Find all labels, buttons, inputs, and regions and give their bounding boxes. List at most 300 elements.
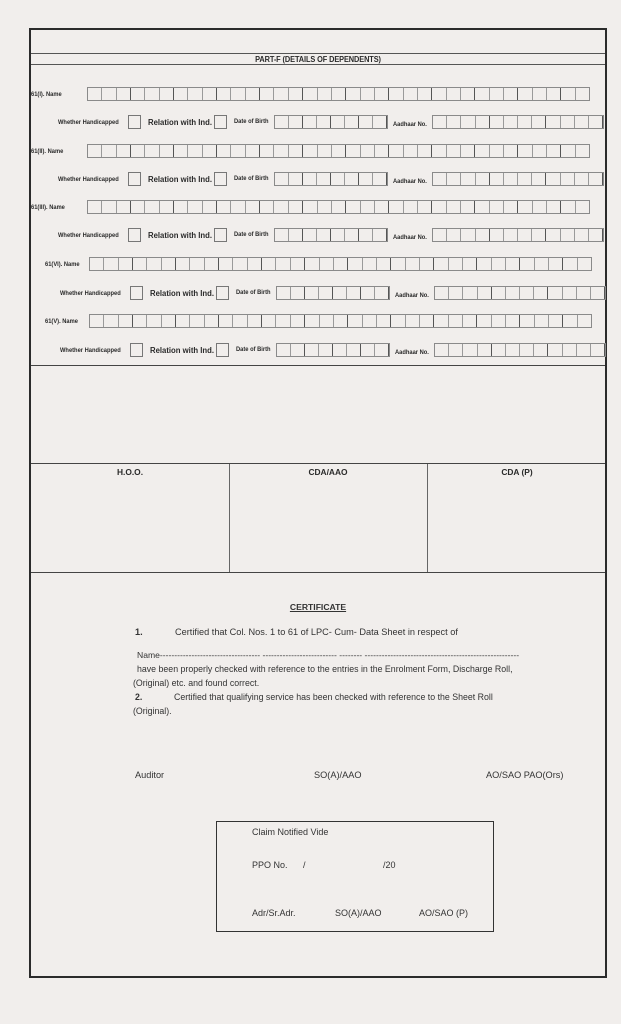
- dob-field-cell[interactable]: [277, 344, 291, 356]
- dependent-name-field-cell[interactable]: [231, 88, 245, 100]
- dependent-name-field-cell[interactable]: [303, 145, 317, 157]
- aadhaar-field-cell[interactable]: [490, 116, 504, 128]
- aadhaar-field-cell[interactable]: [589, 116, 603, 128]
- relation-checkbox[interactable]: [214, 172, 227, 186]
- dependent-name-field-cell[interactable]: [289, 88, 303, 100]
- aadhaar-field-cell[interactable]: [534, 344, 548, 356]
- handicapped-checkbox[interactable]: [128, 228, 141, 242]
- aadhaar-field-cell[interactable]: [575, 173, 589, 185]
- dependent-name-field-cell[interactable]: [246, 88, 260, 100]
- dependent-name-field-cell[interactable]: [561, 145, 575, 157]
- dependent-name-field-cell[interactable]: [506, 258, 520, 270]
- dependent-name-field-cell[interactable]: [88, 145, 102, 157]
- dependent-name-field-cell[interactable]: [102, 201, 116, 213]
- dependent-name-field-cell[interactable]: [303, 201, 317, 213]
- dependent-name-field-cell[interactable]: [160, 201, 174, 213]
- aadhaar-field-cell[interactable]: [447, 116, 461, 128]
- dob-field-cell[interactable]: [331, 116, 345, 128]
- dependent-name-field-cell[interactable]: [332, 88, 346, 100]
- dependent-name-field-cell[interactable]: [432, 201, 446, 213]
- dependent-name-field-cell[interactable]: [217, 88, 231, 100]
- dependent-name-field-cell[interactable]: [203, 88, 217, 100]
- dependent-name-field-cell[interactable]: [576, 88, 589, 100]
- aadhaar-field-cell[interactable]: [548, 287, 562, 299]
- dependent-name-field-cell[interactable]: [432, 145, 446, 157]
- dependent-name-field-cell[interactable]: [447, 201, 461, 213]
- dob-field-cell[interactable]: [359, 116, 373, 128]
- dependent-name-field-cell[interactable]: [260, 145, 274, 157]
- dob-field-cell[interactable]: [375, 344, 389, 356]
- dependent-name-field-cell[interactable]: [434, 258, 448, 270]
- dependent-name-field-cell[interactable]: [205, 315, 219, 327]
- handicapped-checkbox[interactable]: [128, 172, 141, 186]
- handicapped-checkbox[interactable]: [128, 115, 141, 129]
- aadhaar-field[interactable]: [432, 172, 604, 186]
- dependent-name-field-cell[interactable]: [547, 145, 561, 157]
- dob-field-cell[interactable]: [333, 287, 347, 299]
- aadhaar-field-cell[interactable]: [435, 287, 449, 299]
- aadhaar-field-cell[interactable]: [577, 287, 591, 299]
- dependent-name-field-cell[interactable]: [174, 145, 188, 157]
- dependent-name-field-cell[interactable]: [461, 88, 475, 100]
- relation-checkbox[interactable]: [216, 286, 229, 300]
- dependent-name-field-cell[interactable]: [475, 145, 489, 157]
- dependent-name-field-cell[interactable]: [475, 88, 489, 100]
- dependent-name-field-cell[interactable]: [434, 315, 448, 327]
- dependent-name-field-cell[interactable]: [160, 88, 174, 100]
- dependent-name-field-cell[interactable]: [561, 201, 575, 213]
- aadhaar-field-cell[interactable]: [490, 229, 504, 241]
- dependent-name-field-cell[interactable]: [535, 258, 549, 270]
- dependent-name-field-cell[interactable]: [260, 88, 274, 100]
- dependent-name-field-cell[interactable]: [162, 258, 176, 270]
- dependent-name-field-cell[interactable]: [291, 258, 305, 270]
- dob-field-cell[interactable]: [361, 287, 375, 299]
- dependent-name-field-cell[interactable]: [463, 258, 477, 270]
- dependent-name-field-cell[interactable]: [334, 258, 348, 270]
- dob-field-cell[interactable]: [359, 229, 373, 241]
- dependent-name-field[interactable]: [89, 257, 592, 271]
- dob-field-cell[interactable]: [275, 229, 289, 241]
- dob-field[interactable]: [276, 343, 390, 357]
- dependent-name-field[interactable]: [87, 200, 590, 214]
- aadhaar-field-cell[interactable]: [589, 173, 603, 185]
- dependent-name-field-cell[interactable]: [289, 145, 303, 157]
- dob-field-cell[interactable]: [305, 344, 319, 356]
- dependent-name-field-cell[interactable]: [420, 315, 434, 327]
- dependent-name-field-cell[interactable]: [174, 88, 188, 100]
- dependent-name-field-cell[interactable]: [389, 88, 403, 100]
- dob-field-cell[interactable]: [303, 173, 317, 185]
- dependent-name-field-cell[interactable]: [506, 315, 520, 327]
- dob-field-cell[interactable]: [289, 229, 303, 241]
- dependent-name-field-cell[interactable]: [504, 145, 518, 157]
- relation-checkbox[interactable]: [214, 228, 227, 242]
- dob-field-cell[interactable]: [289, 173, 303, 185]
- dependent-name-field-cell[interactable]: [320, 315, 334, 327]
- dependent-name-field-cell[interactable]: [461, 201, 475, 213]
- aadhaar-field-cell[interactable]: [504, 173, 518, 185]
- dependent-name-field-cell[interactable]: [418, 88, 432, 100]
- dependent-name-field-cell[interactable]: [318, 201, 332, 213]
- dob-field-cell[interactable]: [291, 287, 305, 299]
- dependent-name-field-cell[interactable]: [117, 88, 131, 100]
- aadhaar-field-cell[interactable]: [577, 344, 591, 356]
- dependent-name-field[interactable]: [89, 314, 592, 328]
- dependent-name-field-cell[interactable]: [188, 145, 202, 157]
- dependent-name-field-cell[interactable]: [377, 258, 391, 270]
- aadhaar-field-cell[interactable]: [447, 173, 461, 185]
- dependent-name-field-cell[interactable]: [363, 258, 377, 270]
- dependent-name-field-cell[interactable]: [305, 258, 319, 270]
- dob-field-cell[interactable]: [373, 173, 387, 185]
- dependent-name-field-cell[interactable]: [375, 145, 389, 157]
- dependent-name-field-cell[interactable]: [547, 201, 561, 213]
- dob-field-cell[interactable]: [303, 229, 317, 241]
- aadhaar-field-cell[interactable]: [518, 229, 532, 241]
- dependent-name-field-cell[interactable]: [104, 258, 118, 270]
- dob-field[interactable]: [276, 286, 390, 300]
- aadhaar-field[interactable]: [432, 115, 604, 129]
- dependent-name-field-cell[interactable]: [447, 88, 461, 100]
- dob-field-cell[interactable]: [317, 229, 331, 241]
- dependent-name-field-cell[interactable]: [233, 315, 247, 327]
- dob-field-cell[interactable]: [347, 287, 361, 299]
- aadhaar-field[interactable]: [434, 286, 606, 300]
- aadhaar-field-cell[interactable]: [506, 287, 520, 299]
- relation-checkbox[interactable]: [216, 343, 229, 357]
- dob-field-cell[interactable]: [303, 116, 317, 128]
- aadhaar-field[interactable]: [434, 343, 606, 357]
- dependent-name-field-cell[interactable]: [188, 88, 202, 100]
- dependent-name-field-cell[interactable]: [463, 315, 477, 327]
- aadhaar-field-cell[interactable]: [563, 287, 577, 299]
- dob-field-cell[interactable]: [331, 173, 345, 185]
- dob-field-cell[interactable]: [345, 116, 359, 128]
- aadhaar-field-cell[interactable]: [449, 287, 463, 299]
- dependent-name-field-cell[interactable]: [391, 315, 405, 327]
- aadhaar-field-cell[interactable]: [433, 116, 447, 128]
- aadhaar-field-cell[interactable]: [532, 229, 546, 241]
- dob-field[interactable]: [274, 115, 388, 129]
- aadhaar-field-cell[interactable]: [520, 344, 534, 356]
- dependent-name-field-cell[interactable]: [518, 88, 532, 100]
- aadhaar-field-cell[interactable]: [575, 229, 589, 241]
- dependent-name-field-cell[interactable]: [188, 201, 202, 213]
- dependent-name-field-cell[interactable]: [420, 258, 434, 270]
- dependent-name-field-cell[interactable]: [131, 88, 145, 100]
- dependent-name-field-cell[interactable]: [174, 201, 188, 213]
- dependent-name-field-cell[interactable]: [318, 88, 332, 100]
- dependent-name-field-cell[interactable]: [160, 145, 174, 157]
- dob-field-cell[interactable]: [361, 344, 375, 356]
- dependent-name-field-cell[interactable]: [375, 201, 389, 213]
- aadhaar-field-cell[interactable]: [463, 344, 477, 356]
- dependent-name-field-cell[interactable]: [88, 88, 102, 100]
- dependent-name-field-cell[interactable]: [274, 145, 288, 157]
- dob-field-cell[interactable]: [375, 287, 389, 299]
- dependent-name-field-cell[interactable]: [332, 145, 346, 157]
- dependent-name-field-cell[interactable]: [334, 315, 348, 327]
- dependent-name-field-cell[interactable]: [320, 258, 334, 270]
- dependent-name-field-cell[interactable]: [461, 145, 475, 157]
- aadhaar-field-cell[interactable]: [561, 229, 575, 241]
- dependent-name-field-cell[interactable]: [418, 201, 432, 213]
- dependent-name-field-cell[interactable]: [104, 315, 118, 327]
- dependent-name-field-cell[interactable]: [90, 315, 104, 327]
- dependent-name-field-cell[interactable]: [190, 258, 204, 270]
- relation-checkbox[interactable]: [214, 115, 227, 129]
- dependent-name-field-cell[interactable]: [246, 201, 260, 213]
- aadhaar-field-cell[interactable]: [461, 116, 475, 128]
- aadhaar-field-cell[interactable]: [447, 229, 461, 241]
- dependent-name-field-cell[interactable]: [131, 145, 145, 157]
- dependent-name-field-cell[interactable]: [348, 258, 362, 270]
- dependent-name-field-cell[interactable]: [477, 315, 491, 327]
- dependent-name-field-cell[interactable]: [262, 315, 276, 327]
- aadhaar-field-cell[interactable]: [478, 344, 492, 356]
- dependent-name-field-cell[interactable]: [490, 201, 504, 213]
- aadhaar-field-cell[interactable]: [476, 116, 490, 128]
- dependent-name-field-cell[interactable]: [147, 258, 161, 270]
- dob-field-cell[interactable]: [347, 344, 361, 356]
- handicapped-checkbox[interactable]: [130, 343, 143, 357]
- dob-field-cell[interactable]: [275, 116, 289, 128]
- dob-field-cell[interactable]: [277, 287, 291, 299]
- dependent-name-field-cell[interactable]: [88, 201, 102, 213]
- dependent-name-field-cell[interactable]: [361, 201, 375, 213]
- dependent-name-field-cell[interactable]: [361, 88, 375, 100]
- aadhaar-field-cell[interactable]: [476, 173, 490, 185]
- dob-field-cell[interactable]: [317, 116, 331, 128]
- dependent-name-field-cell[interactable]: [492, 258, 506, 270]
- dependent-name-field-cell[interactable]: [447, 145, 461, 157]
- dependent-name-field-cell[interactable]: [203, 145, 217, 157]
- dependent-name-field-cell[interactable]: [246, 145, 260, 157]
- dependent-name-field[interactable]: [87, 87, 590, 101]
- dependent-name-field-cell[interactable]: [348, 315, 362, 327]
- dependent-name-field-cell[interactable]: [162, 315, 176, 327]
- dependent-name-field-cell[interactable]: [248, 258, 262, 270]
- dependent-name-field-cell[interactable]: [346, 145, 360, 157]
- dob-field-cell[interactable]: [345, 229, 359, 241]
- dependent-name-field-cell[interactable]: [190, 315, 204, 327]
- dependent-name-field-cell[interactable]: [346, 201, 360, 213]
- aadhaar-field-cell[interactable]: [433, 173, 447, 185]
- dependent-name-field-cell[interactable]: [404, 201, 418, 213]
- aadhaar-field-cell[interactable]: [546, 229, 560, 241]
- dependent-name-field-cell[interactable]: [248, 315, 262, 327]
- dependent-name-field-cell[interactable]: [133, 258, 147, 270]
- dependent-name-field-cell[interactable]: [404, 145, 418, 157]
- dob-field[interactable]: [274, 172, 388, 186]
- dob-field-cell[interactable]: [319, 344, 333, 356]
- dob-field-cell[interactable]: [275, 173, 289, 185]
- dependent-name-field-cell[interactable]: [363, 315, 377, 327]
- dependent-name-field-cell[interactable]: [274, 201, 288, 213]
- dependent-name-field-cell[interactable]: [117, 145, 131, 157]
- dependent-name-field-cell[interactable]: [276, 315, 290, 327]
- dependent-name-field-cell[interactable]: [346, 88, 360, 100]
- aadhaar-field-cell[interactable]: [490, 173, 504, 185]
- dependent-name-field-cell[interactable]: [332, 201, 346, 213]
- dependent-name-field-cell[interactable]: [492, 315, 506, 327]
- dependent-name-field-cell[interactable]: [361, 145, 375, 157]
- dependent-name-field-cell[interactable]: [305, 315, 319, 327]
- aadhaar-field-cell[interactable]: [534, 287, 548, 299]
- dependent-name-field-cell[interactable]: [578, 258, 591, 270]
- dependent-name-field-cell[interactable]: [406, 258, 420, 270]
- dependent-name-field-cell[interactable]: [203, 201, 217, 213]
- dob-field-cell[interactable]: [317, 173, 331, 185]
- aadhaar-field-cell[interactable]: [561, 116, 575, 128]
- dependent-name-field-cell[interactable]: [477, 258, 491, 270]
- aadhaar-field-cell[interactable]: [492, 287, 506, 299]
- aadhaar-field-cell[interactable]: [449, 344, 463, 356]
- dependent-name-field-cell[interactable]: [233, 258, 247, 270]
- dependent-name-field-cell[interactable]: [549, 258, 563, 270]
- aadhaar-field-cell[interactable]: [504, 229, 518, 241]
- aadhaar-field-cell[interactable]: [476, 229, 490, 241]
- dependent-name-field-cell[interactable]: [520, 258, 534, 270]
- aadhaar-field-cell[interactable]: [518, 116, 532, 128]
- aadhaar-field-cell[interactable]: [532, 173, 546, 185]
- dependent-name-field-cell[interactable]: [563, 315, 577, 327]
- dependent-name-field-cell[interactable]: [578, 315, 591, 327]
- dependent-name-field-cell[interactable]: [504, 88, 518, 100]
- dependent-name-field-cell[interactable]: [289, 201, 303, 213]
- dob-field[interactable]: [274, 228, 388, 242]
- dependent-name-field-cell[interactable]: [262, 258, 276, 270]
- dependent-name-field-cell[interactable]: [219, 315, 233, 327]
- aadhaar-field-cell[interactable]: [478, 287, 492, 299]
- aadhaar-field-cell[interactable]: [561, 173, 575, 185]
- dependent-name-field-cell[interactable]: [260, 201, 274, 213]
- dependent-name-field-cell[interactable]: [303, 88, 317, 100]
- dependent-name-field-cell[interactable]: [563, 258, 577, 270]
- dependent-name-field-cell[interactable]: [449, 258, 463, 270]
- dependent-name-field-cell[interactable]: [291, 315, 305, 327]
- dob-field-cell[interactable]: [319, 287, 333, 299]
- aadhaar-field[interactable]: [432, 228, 604, 242]
- dependent-name-field-cell[interactable]: [490, 88, 504, 100]
- dependent-name-field-cell[interactable]: [418, 145, 432, 157]
- dependent-name-field-cell[interactable]: [176, 258, 190, 270]
- dependent-name-field-cell[interactable]: [231, 201, 245, 213]
- dependent-name-field-cell[interactable]: [520, 315, 534, 327]
- dependent-name-field-cell[interactable]: [377, 315, 391, 327]
- dependent-name-field[interactable]: [87, 144, 590, 158]
- dependent-name-field-cell[interactable]: [389, 145, 403, 157]
- dependent-name-field-cell[interactable]: [547, 88, 561, 100]
- dob-field-cell[interactable]: [345, 173, 359, 185]
- dependent-name-field-cell[interactable]: [133, 315, 147, 327]
- dependent-name-field-cell[interactable]: [504, 201, 518, 213]
- aadhaar-field-cell[interactable]: [546, 173, 560, 185]
- dependent-name-field-cell[interactable]: [131, 201, 145, 213]
- dependent-name-field-cell[interactable]: [490, 145, 504, 157]
- dependent-name-field-cell[interactable]: [219, 258, 233, 270]
- dependent-name-field-cell[interactable]: [90, 258, 104, 270]
- aadhaar-field-cell[interactable]: [546, 116, 560, 128]
- dependent-name-field-cell[interactable]: [231, 145, 245, 157]
- aadhaar-field-cell[interactable]: [548, 344, 562, 356]
- aadhaar-field-cell[interactable]: [461, 173, 475, 185]
- dependent-name-field-cell[interactable]: [117, 201, 131, 213]
- dependent-name-field-cell[interactable]: [147, 315, 161, 327]
- dependent-name-field-cell[interactable]: [145, 201, 159, 213]
- dob-field-cell[interactable]: [359, 173, 373, 185]
- dependent-name-field-cell[interactable]: [119, 258, 133, 270]
- dependent-name-field-cell[interactable]: [145, 88, 159, 100]
- dob-field-cell[interactable]: [333, 344, 347, 356]
- dependent-name-field-cell[interactable]: [119, 315, 133, 327]
- aadhaar-field-cell[interactable]: [563, 344, 577, 356]
- dependent-name-field-cell[interactable]: [205, 258, 219, 270]
- dependent-name-field-cell[interactable]: [176, 315, 190, 327]
- dependent-name-field-cell[interactable]: [389, 201, 403, 213]
- aadhaar-field-cell[interactable]: [520, 287, 534, 299]
- dependent-name-field-cell[interactable]: [391, 258, 405, 270]
- dependent-name-field-cell[interactable]: [102, 88, 116, 100]
- dependent-name-field-cell[interactable]: [217, 145, 231, 157]
- dob-field-cell[interactable]: [291, 344, 305, 356]
- dependent-name-field-cell[interactable]: [475, 201, 489, 213]
- dependent-name-field-cell[interactable]: [576, 145, 589, 157]
- aadhaar-field-cell[interactable]: [575, 116, 589, 128]
- aadhaar-field-cell[interactable]: [591, 287, 605, 299]
- aadhaar-field-cell[interactable]: [518, 173, 532, 185]
- dependent-name-field-cell[interactable]: [404, 88, 418, 100]
- dependent-name-field-cell[interactable]: [375, 88, 389, 100]
- dependent-name-field-cell[interactable]: [561, 88, 575, 100]
- handicapped-checkbox[interactable]: [130, 286, 143, 300]
- dob-field-cell[interactable]: [373, 229, 387, 241]
- dependent-name-field-cell[interactable]: [576, 201, 589, 213]
- aadhaar-field-cell[interactable]: [591, 344, 605, 356]
- dependent-name-field-cell[interactable]: [274, 88, 288, 100]
- aadhaar-field-cell[interactable]: [589, 229, 603, 241]
- dependent-name-field-cell[interactable]: [549, 315, 563, 327]
- aadhaar-field-cell[interactable]: [504, 116, 518, 128]
- dob-field-cell[interactable]: [305, 287, 319, 299]
- dependent-name-field-cell[interactable]: [518, 145, 532, 157]
- aadhaar-field-cell[interactable]: [532, 116, 546, 128]
- dependent-name-field-cell[interactable]: [217, 201, 231, 213]
- dob-field-cell[interactable]: [331, 229, 345, 241]
- dependent-name-field-cell[interactable]: [432, 88, 446, 100]
- dependent-name-field-cell[interactable]: [145, 145, 159, 157]
- dependent-name-field-cell[interactable]: [533, 88, 547, 100]
- dependent-name-field-cell[interactable]: [533, 145, 547, 157]
- dependent-name-field-cell[interactable]: [276, 258, 290, 270]
- dependent-name-field-cell[interactable]: [102, 145, 116, 157]
- dependent-name-field-cell[interactable]: [533, 201, 547, 213]
- aadhaar-field-cell[interactable]: [461, 229, 475, 241]
- dependent-name-field-cell[interactable]: [449, 315, 463, 327]
- dependent-name-field-cell[interactable]: [535, 315, 549, 327]
- dependent-name-field-cell[interactable]: [518, 201, 532, 213]
- dob-field-cell[interactable]: [373, 116, 387, 128]
- aadhaar-field-cell[interactable]: [433, 229, 447, 241]
- aadhaar-field-cell[interactable]: [506, 344, 520, 356]
- aadhaar-field-cell[interactable]: [435, 344, 449, 356]
- dependent-name-field-cell[interactable]: [406, 315, 420, 327]
- aadhaar-field-cell[interactable]: [492, 344, 506, 356]
- aadhaar-field-cell[interactable]: [463, 287, 477, 299]
- dependent-name-field-cell[interactable]: [318, 145, 332, 157]
- dob-field-cell[interactable]: [289, 116, 303, 128]
